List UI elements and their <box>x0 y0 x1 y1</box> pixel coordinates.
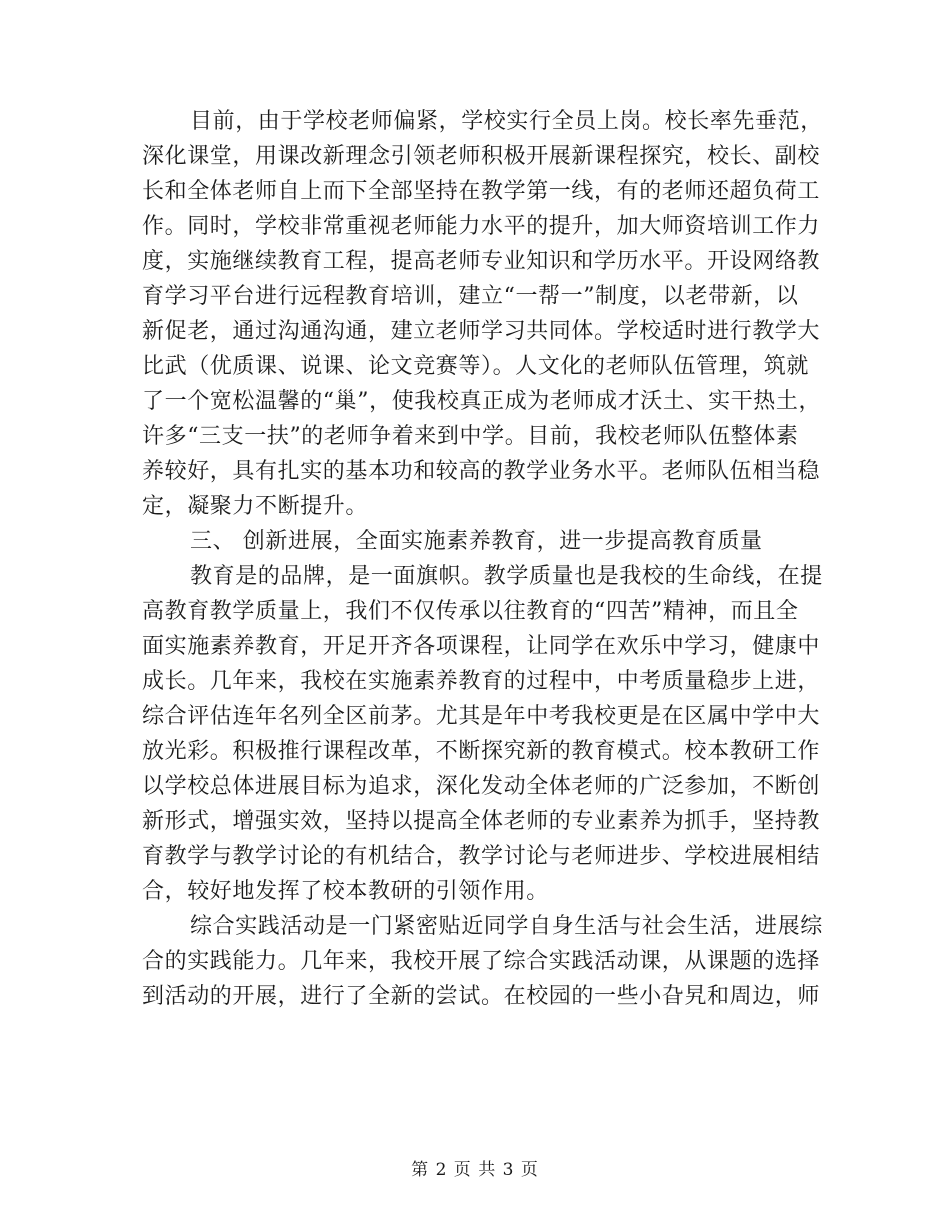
text-line: 三、 创新进展，全面实施素养教育，进一步提高教育质量 <box>190 529 763 554</box>
text-line: 综合实践活动是一门紧密贴近同学自身生活与社会生活，进展综 <box>190 914 823 939</box>
text-line: 比武（优质课、说课、论文竞赛等）。人文化的老师队伍管理，筑就 <box>142 354 810 379</box>
text-line: 成长。几年来，我校在实施素养教育的过程中，中考质量稳步上进， <box>142 669 821 694</box>
text-line: 育教学与教学讨论的有机结合，教学讨论与老师进步、学校进展相结 <box>142 844 821 869</box>
page-number-label: 第 2 页 共 3 页 <box>411 1160 539 1180</box>
text-line: 度，实施继续教育工程，提高老师专业知识和学历水平。开设网络教 <box>142 249 821 274</box>
text-line: 养较好，具有扎实的基本功和较高的教学业务水平。老师队伍相当稳 <box>142 459 821 484</box>
text-line: 新促老，通过沟通沟通，建立老师学习共同体。学校适时进行教学大 <box>142 319 821 344</box>
text-line: 许多“三支一扶”的老师争着来到中学。目前，我校老师队伍整体素 <box>142 424 799 449</box>
text-line: 教育是的品牌，是一面旗帜。教学质量也是我校的生命线，在提 <box>190 564 823 589</box>
text-line: 作。同时，学校非常重视老师能力水平的提升，加大师资培训工作力 <box>142 214 821 239</box>
text-line: 了一个宽松温馨的“巢”，使我校真正成为老师成才沃土、实干热土， <box>142 389 822 414</box>
text-line: 高教育教学质量上，我们不仅传承以往教育的“四苦”精神，而且全 <box>142 599 799 624</box>
text-line: 合，较好地发挥了校本教研的引领作用。 <box>142 879 549 904</box>
text-line: 放光彩。积极推行课程改革，不断探究新的教育模式。校本教研工作 <box>142 739 821 764</box>
text-line: 长和全体老师自上而下全部坚持在教学第一线，有的老师还超负荷工 <box>142 179 821 204</box>
text-line: 目前，由于学校老师偏紧，学校实行全员上岗。校长率先垂范， <box>190 109 823 134</box>
text-line: 合的实践能力。几年来，我校开展了综合实践活动课，从课题的选择 <box>142 949 821 974</box>
text-line: 以学校总体进展目标为追求，深化发动全体老师的广泛参加，不断创 <box>142 774 821 799</box>
text-line: 定，凝聚力不断提升。 <box>142 494 369 519</box>
text-line: 育学习平台进行远程教育培训，建立“一帮一”制度，以老带新，以 <box>142 284 799 309</box>
text-line: 到活动的开展，进行了全新的尝试。在校园的一些小旮旯和周边，师 <box>142 984 821 1009</box>
document-body <box>142 104 823 1014</box>
page-footer <box>0 1155 950 1180</box>
text-line: 新形式，增强实效，坚持以提高全体老师的专业素养为抓手，坚持教 <box>142 809 821 834</box>
text-line: 面实施素养教育，开足开齐各项课程，让同学在欢乐中学习，健康中 <box>142 634 821 659</box>
text-line: 深化课堂，用课改新理念引领老师积极开展新课程探究，校长、副校 <box>142 144 821 169</box>
text-line: 综合评估连年名列全区前茅。尤其是年中考我校更是在区属中学中大 <box>142 704 821 729</box>
